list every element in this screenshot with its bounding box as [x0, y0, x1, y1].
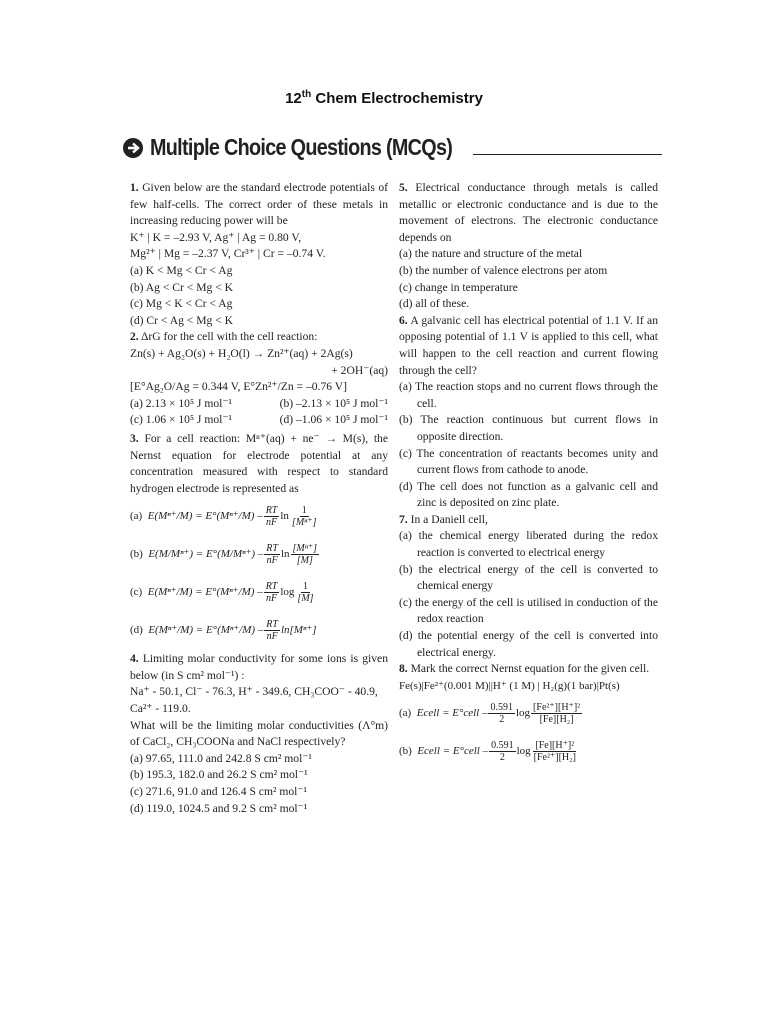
page-title: 12th Chem Electrochemistry — [285, 89, 483, 107]
question-5: 5. Electrical conductance through metals is called metallic or electronic conductance and is due to the movement of electrons. The electronic conductance depends on (a) the nature and structure of the metal (b) the number of valence electrons per atom (c) change in temperature (d) all of these. — [399, 180, 658, 313]
left-column — [130, 180, 388, 817]
q1-option-a: (a) K < Mg < Cr < Ag — [130, 263, 233, 277]
q5-option-b: (b) the number of valence electrons per atom — [399, 263, 608, 277]
section-heading — [122, 134, 662, 161]
q5-option-c: (c) change in temperature — [399, 280, 518, 294]
q8-option-a: (a) Ecell = E°cell – $\frac{0.591}{2}$ log $\frac{\text{[Fe²⁺][H⁺]²}}{\text{[Fe][H₂]}}$ — [399, 701, 581, 725]
q1-option-c: (c) Mg < K < Cr < Ag — [130, 297, 233, 311]
q2-option-d: (d) –1.06 × 10⁵ J mol⁻¹ — [279, 413, 388, 427]
heading-rule — [473, 154, 662, 155]
q6-option-c: (c) The concentration of reactants becomes unity and current flows from cathode to anode. — [399, 446, 658, 477]
question-3: 3. For a cell reaction: Mⁿ⁺(aq) + ne⁻ → M(s), the Nernst equation for electrode potential at any concentration measured with respect to standard hydrogen electrode is represented as (a) E(Mⁿ⁺/M) = E°(Mⁿ⁺/M) – $\frac{RT}{nF}$ ln $\frac{1}{\text{[Mⁿ⁺]}}$ (b) E(M/Mⁿ⁺) = E°(M/Mⁿ⁺) – $\frac{RT}{nF}$ ln $\frac{\text{[Mⁿ⁺]}}{[M]}$ (c) E(Mⁿ⁺/M) = E°(Mⁿ⁺/M) – $\frac{RT}{nF}$ log $\frac{1}{[M]}$ (d) E(Mⁿ⁺/M) = E°(Mⁿ⁺/M) – $\frac{RT}{nF}$ ln[Mⁿ⁺] — [130, 431, 388, 649]
q2-option-b: (b) –2.13 × 10⁵ J mol⁻¹ — [279, 396, 388, 410]
q2-option-c: (c) 1.06 × 10⁵ J mol⁻¹ — [130, 413, 232, 427]
q3-option-c: (c) E(Mⁿ⁺/M) = E°(Mⁿ⁺/M) – $\frac{RT}{nF}$ log $\frac{1}{[M]}$ — [130, 580, 314, 604]
q3-option-a: (a) E(Mⁿ⁺/M) = E°(Mⁿ⁺/M) – $\frac{RT}{nF}$ ln $\frac{1}{\text{[Mⁿ⁺]}}$ — [130, 504, 317, 528]
q4-option-d: (d) 119.0, 1024.5 and 9.2 S cm² mol⁻¹ — [130, 801, 308, 815]
q2-options-row2 — [130, 412, 388, 429]
question-1: 1. Given below are the standard electrode potentials of few half-cells. The correct order of these metals in increasing reducing power will be K⁺ | K = –2.93 V, Ag⁺ | Ag = 0.80 V, Mg²⁺ | Mg = –2.37 V, Cr³⁺ | Cr = –0.74 V. (a) K < Mg < Cr < Ag (b) Ag < Cr < Mg < K (c) Mg < K < Cr < Ag (d) Cr < Ag < Mg < K — [130, 180, 388, 329]
question-8: 8. Mark the correct Nernst equation for the given cell. Fe(s)|Fe²⁺(0.001 M)||H⁺ (1 M) | H₂(g)(1 bar)|Pt(s) (a) Ecell = E°cell – $\frac{0.591}{2}$ log $\frac{\text{[Fe²⁺][H⁺]²}}{\text{[Fe][H₂]}}$ (b) Ecell = E°cell – $\frac{0.591}{2}$ log $\frac{\text{[Fe][H⁺]²}}{\text{[Fe²⁺][H₂]}}$ — [399, 661, 658, 770]
q2-option-a: (a) 2.13 × 10⁵ J mol⁻¹ — [130, 396, 232, 410]
q1-option-b: (b) Ag < Cr < Mg < K — [130, 280, 234, 294]
q6-option-b: (b) The reaction continuous but current flows in opposite direction. — [399, 413, 658, 443]
q4-option-b: (b) 195.3, 182.0 and 26.2 S cm² mol⁻¹ — [130, 768, 308, 782]
q2-options-row1 — [130, 396, 388, 413]
q5-option-d: (d) all of these. — [399, 297, 470, 311]
question-6: 6. A galvanic cell has electrical potential of 1.1 V. If an opposing potential of 1.1 V is applied to this cell, what will happen to the cell reaction and current flowing through the cell? (a) The reaction stops and no current flows through the cell. (b) The reaction continuous but current flows in opposite direction. (c) The concentration of reactants becomes unity and current flows from cathode to anode. (d) The cell does not function as a galvanic cell and zinc is deposited on zinc plate. — [399, 313, 658, 512]
q7-option-a: (a) the chemical energy liberated during the redox reaction is converted to electrical energy — [399, 529, 658, 560]
question-2: 2. ΔrG for the cell with the cell reaction: Zn(s) + Ag₂O(s) + H₂O(l) → Zn²⁺(aq) + 2Ag(s) + 2OH⁻(aq) [E°Ag₂O/Ag = 0.344 V, E°Zn²⁺/Zn = –0.76 V] (a) 2.13 × 10⁵ J mol⁻¹ (b) –2.13 × 10⁵ J mol⁻¹ (c) 1.06 × 10⁵ J mol⁻¹ (d) –1.06 × 10⁵ J mol⁻¹ — [130, 329, 388, 429]
q4-option-a: (a) 97.65, 111.0 and 242.8 S cm² mol⁻¹ — [130, 751, 312, 765]
q1-option-d: (d) Cr < Ag < Mg < K — [130, 313, 234, 327]
q3-option-b: (b) E(M/Mⁿ⁺) = E°(M/Mⁿ⁺) – $\frac{RT}{nF}$ ln $\frac{\text{[Mⁿ⁺]}}{[M]}$ — [130, 542, 318, 566]
q3-option-d: (d) E(Mⁿ⁺/M) = E°(Mⁿ⁺/M) – $\frac{RT}{nF}$ ln[Mⁿ⁺] — [130, 618, 317, 642]
q7-option-b: (b) the electrical energy of the cell is converted to chemical energy — [399, 562, 658, 593]
q7-option-c: (c) the energy of the cell is utilised in conduction of the redox reaction — [399, 595, 658, 626]
arrow-circle-icon — [122, 137, 144, 159]
section-heading-text: Multiple Choice Questions (MCQs) — [150, 134, 453, 160]
question-4: 4. Limiting molar conductivity for some ions is given below (in S cm² mol⁻¹) : Na⁺ - 50.1, Cl⁻ - 76.3, H⁺ - 349.6, CH₃COO⁻ - 40.9, Ca²⁺ - 119.0. What will be the limiting molar conductivities (Λ°m) of CaCl₂, CH₃COONa and NaCl respectively? (a) 97.65, 111.0 and 242.8 S cm² mol⁻¹ (b) 195.3, 182.0 and 26.2 S cm² mol⁻¹ (c) 271.6, 91.0 and 126.4 S cm² mol⁻¹ (d) 119.0, 1024.5 and 9.2 S cm² mol⁻¹ — [130, 651, 388, 817]
q5-option-a: (a) the nature and structure of the metal — [399, 247, 583, 261]
right-column — [399, 180, 658, 770]
q8-option-b: (b) Ecell = E°cell – $\frac{0.591}{2}$ log $\frac{\text{[Fe][H⁺]²}}{\text{[Fe²⁺][H₂]}}$ — [399, 739, 576, 763]
question-7: 7. In a Daniell cell, (a) the chemical energy liberated during the redox reaction is converted to electrical energy (b) the electrical energy of the cell is converted to chemical energy (c) the energy of the cell is utilised in conduction of the redox reaction (d) the potential energy of the cell is converted into electrical energy. — [399, 512, 658, 661]
q4-option-c: (c) 271.6, 91.0 and 126.4 S cm² mol⁻¹ — [130, 785, 307, 799]
q6-option-a: (a) The reaction stops and no current flows through the cell. — [399, 380, 658, 410]
q7-option-d: (d) the potential energy of the cell is converted into electrical energy. — [399, 629, 658, 659]
q6-option-d: (d) The cell does not function as a galvanic cell and zinc is deposited on zinc plate. — [399, 479, 658, 510]
